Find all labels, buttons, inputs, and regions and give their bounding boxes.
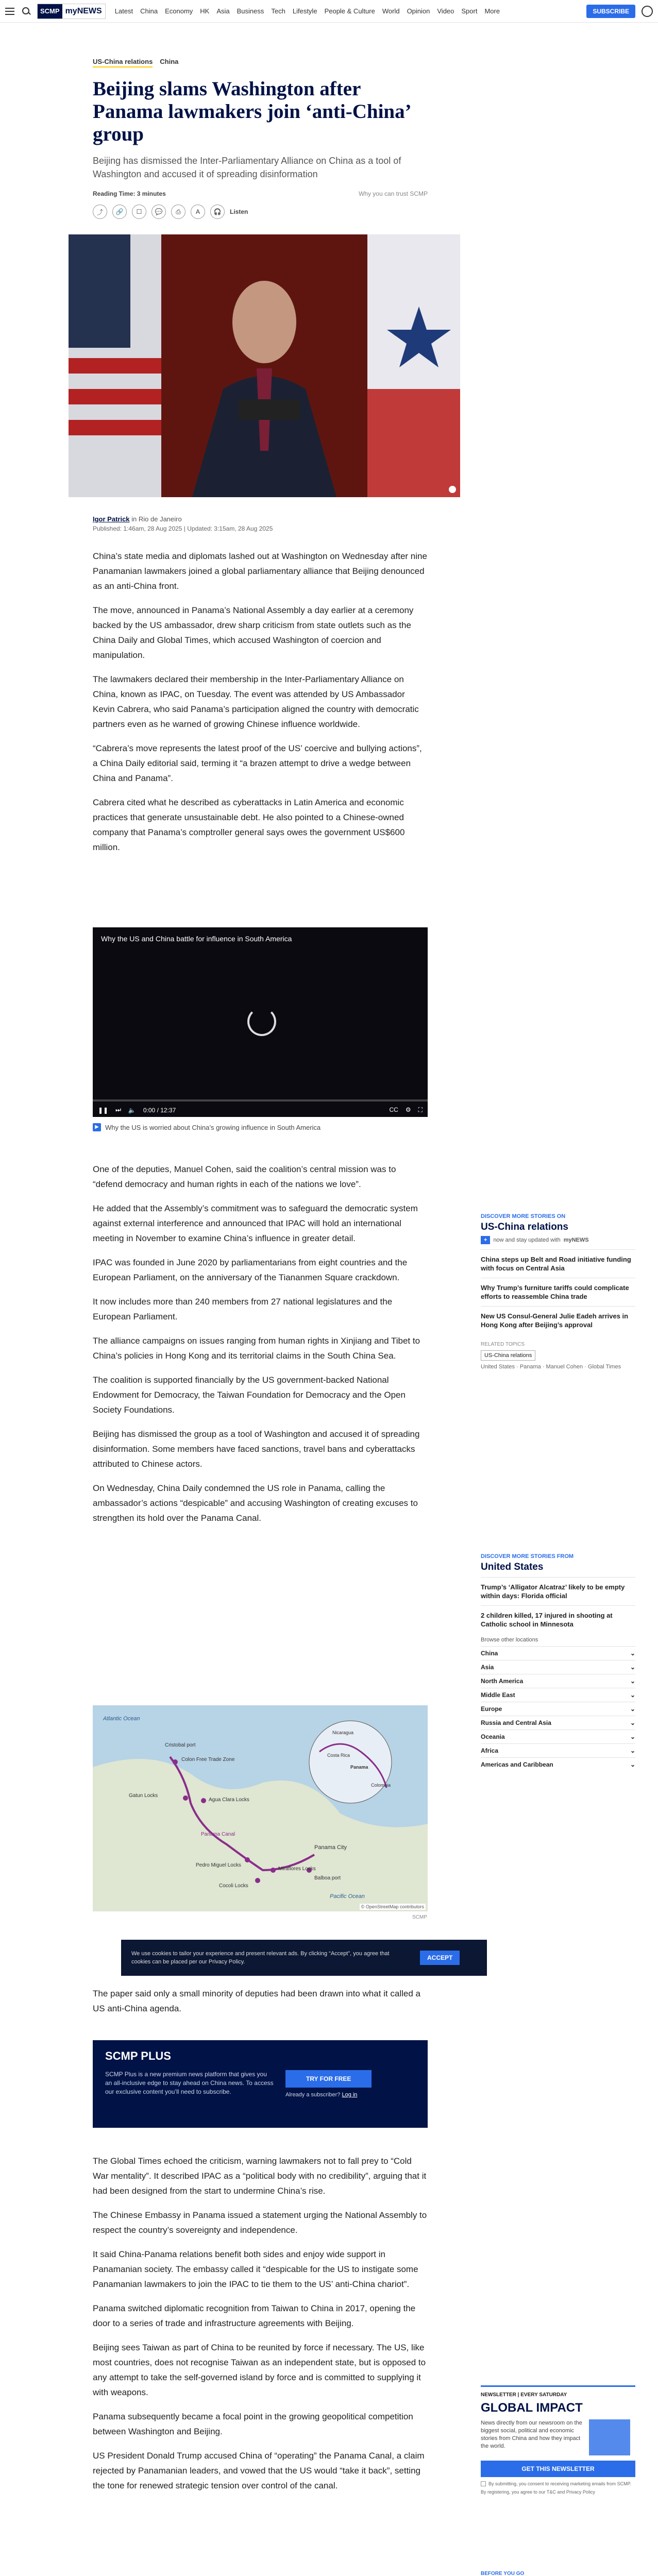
newsletter-globe-icon (589, 2419, 630, 2455)
already-subscriber: Already a subscriber? (285, 2092, 341, 2098)
logo-scmp: SCMP (38, 4, 62, 19)
plus-text: SCMP Plus is a new premium news platform that gives you an all-inclusive edge to stay ahead on China news. To access our exclusive content you’ll need to subscribe. (105, 2071, 274, 2095)
region-label: Middle East (481, 1691, 515, 1699)
subscribe-button[interactable]: SUBSCRIBE (586, 5, 635, 18)
map-label: Gatun Locks (129, 1793, 158, 1799)
user-icon[interactable] (642, 6, 653, 17)
regions-head: Browse other locations (481, 1637, 538, 1643)
nav-link[interactable]: Business (237, 7, 264, 15)
volume-icon[interactable]: 🔈 (128, 1106, 136, 1114)
share-bar (93, 205, 428, 219)
map-label: Colombia (371, 1783, 391, 1788)
paragraph: The lawmakers declared their membership in the Inter-Parliamentary Alliance on China, known as IPAC, on Tuesday. The event was attended by US Ambassador Kevin Cabrera, who said Panama’s participation aligned the country with democratic partners even as he warned of growing Chinese influence worldwide. (93, 674, 419, 729)
chevron-down-icon: ⌄ (630, 1719, 635, 1726)
map-label: Costa Rica (327, 1753, 350, 1758)
region-row[interactable] (481, 1688, 635, 1702)
region-label: Africa (481, 1747, 499, 1754)
nav-link[interactable]: China (140, 7, 158, 15)
map-label: Panama City (314, 1844, 347, 1851)
section-tag[interactable]: US-China relations (93, 58, 153, 67)
region-row[interactable] (481, 1674, 635, 1688)
top-nav (0, 0, 658, 23)
map-label: Nicaragua (332, 1730, 354, 1735)
nav-link[interactable]: Opinion (407, 7, 430, 15)
region-label: Asia (481, 1664, 494, 1671)
updated-date: Updated: 3:15am, 28 Aug 2025 (187, 525, 273, 532)
chevron-down-icon: ⌄ (630, 1733, 635, 1740)
follow-line: now and stay updated with (493, 1237, 561, 1243)
discover-head: DISCOVER MORE STORIES ON (481, 1213, 566, 1219)
video-player[interactable] (93, 927, 428, 1117)
region-row[interactable] (481, 1702, 635, 1716)
paragraph: Cabrera cited what he described as cyberattacks in Latin America and economic practices that generate unsustainable debt. He also pointed to a Chinese-owned company that Panama’s comptroller general says owes the government US$600 million. (93, 798, 405, 852)
region-label: Americas and Caribbean (481, 1761, 553, 1768)
paragraph: IPAC was founded in June 2020 by parliamentarians from eight countries and the European Parliament, on the anniversary of the Tiananmen Square crackdown. (93, 1258, 408, 1282)
link-icon[interactable]: 🔗 (112, 205, 127, 219)
newsletter-desc: News directly from our newsroom on the biggest social, political and economic stories from China and how they impact the world. (481, 2420, 582, 2449)
map-label: Panama Canal (201, 1832, 235, 1837)
map-label: Miraflores Locks (278, 1866, 316, 1872)
map-label: Cristobal port (165, 1742, 196, 1748)
region-row[interactable] (481, 1660, 635, 1674)
chevron-down-icon: ⌄ (630, 1691, 635, 1699)
location-head: DISCOVER MORE STORIES FROM (481, 1553, 574, 1560)
article-header (93, 58, 428, 219)
nav-link[interactable]: More (484, 7, 500, 15)
article-body-d (93, 2154, 428, 2502)
nav-link[interactable]: Sport (461, 7, 478, 15)
region-row[interactable] (481, 1730, 635, 1743)
paragraph: Panama switched diplomatic recognition from Taiwan to China in 2017, opening the door to a series of trade and infrastructure agreements with Beijing. (93, 2303, 416, 2328)
photo-info-icon[interactable] (449, 486, 456, 493)
skip-icon[interactable]: ⏭ (115, 1106, 121, 1113)
video-caption-text: Why the US is worried about China’s growing influence in South America (105, 1123, 321, 1131)
follow-button[interactable]: + (481, 1236, 490, 1244)
hero-photo-illustration (69, 234, 460, 497)
captions-icon[interactable]: CC (389, 1106, 398, 1113)
try-free-button[interactable]: TRY FOR FREE (285, 2070, 372, 2088)
standfirst: Beijing has dismissed the Inter-Parliamentary Alliance on China as a tool of Washington and accused it of spreading disinformation (93, 156, 401, 179)
paragraph: US President Donald Trump accused China of “operating” the Panama Canal, a claim rejected by Panamanian leaders, and vowed that the US would “take it back”, setting the tone for renewed strategic tension over control of the canal. (93, 2451, 425, 2490)
related-tag[interactable]: US-China relations (481, 1350, 535, 1361)
map-source: SCMP (412, 1914, 427, 1920)
article-body-c (93, 1986, 428, 2025)
chevron-down-icon: ⌄ (630, 1677, 635, 1685)
cookie-text: We use cookies to tailor your experience and present relevant ads. By clicking “Accept”, you agree that cookies can be placed per our Privacy Policy. (131, 1951, 390, 1965)
discover-item[interactable]: Why Trump’s furniture tariffs could complicate efforts to reassemble China trade (481, 1278, 635, 1306)
paragraph: The move, announced in Panama’s National Assembly a day earlier at a ceremony backed by the US ambassador, drew sharp criticism from state outlets such as the China Daily and Global Times, which accused Washington of coercion and manipulation. (93, 605, 414, 660)
discover-item[interactable]: New US Consul-General Julie Eadeh arrives in Hong Kong after Beijing’s approval (481, 1306, 635, 1334)
paragraph: It said China-Panama relations benefit both sides and enjoy wide support in Panamanian society. The embassy called it “despicable for the US to instigate some Panamanian lawmakers to join the IPAC to tie them to the US’ anti-China chariot”. (93, 2249, 418, 2289)
region-label: North America (481, 1677, 524, 1685)
why-trust-link[interactable]: Why you can trust SCMP (358, 190, 428, 197)
paragraph: The Global Times echoed the criticism, warning lawmakers not to fall prey to “Cold War mentality”. It described IPAC as a “political body with no credibility”, arguing that it had been designed from the start to undermine China’s rise. (93, 2156, 427, 2196)
chevron-down-icon: ⌄ (630, 1761, 635, 1768)
video-title: Why the US and China battle for influence in South America (101, 935, 292, 943)
newsletter-label: NEWSLETTER (481, 2392, 516, 2398)
region-row[interactable] (481, 1716, 635, 1730)
paragraph: The Chinese Embassy in Panama issued a statement urging the National Assembly to respect the country’s sovereignty and independence. (93, 2210, 427, 2235)
plus-brand: SCMP PLUS (105, 2049, 171, 2062)
nav-link[interactable]: Latest (114, 7, 133, 15)
bookmark-icon[interactable]: ☐ (132, 205, 146, 219)
discover-item[interactable]: China steps up Belt and Road initiative funding with focus on Central Asia (481, 1249, 635, 1278)
conversation-box (481, 2571, 635, 2576)
map-graphic (93, 1705, 428, 1911)
nav-links (115, 7, 500, 15)
related-head: RELATED TOPICS (481, 1342, 525, 1347)
location-item[interactable]: Trump’s ‘Alligator Alcatraz’ likely to be empty within days: Florida official (481, 1577, 635, 1605)
settings-icon[interactable]: ⚙ (405, 1106, 411, 1113)
pause-icon[interactable]: ❚❚ (98, 1106, 109, 1114)
share-icon[interactable]: ⤴ (93, 205, 107, 219)
discover-title[interactable]: US-China relations (481, 1222, 568, 1232)
listen-label[interactable]: Listen (230, 208, 248, 215)
region-row[interactable] (481, 1757, 635, 1771)
video-progress[interactable] (93, 1099, 428, 1101)
map-label: Colon Free Trade Zone (181, 1757, 235, 1762)
newsletter-freq: EVERY SATURDAY (520, 2392, 567, 2398)
login-link[interactable]: Log in (342, 2092, 358, 2098)
region-label: China (481, 1650, 498, 1657)
print-icon[interactable]: ⎙ (171, 205, 185, 219)
paragraph: “Cabrera’s move represents the latest proof of the US’ coercive and bullying actions”, a China Daily editorial said, terming it “a brazen attempt to drive a wedge between China and Panama”. (93, 743, 422, 783)
scmp-plus-ad (93, 2040, 428, 2128)
author-location: in Rio de Janeiro (131, 515, 182, 523)
discover-box (481, 1213, 635, 1370)
comment-icon[interactable]: 💬 (151, 205, 166, 219)
headline: Beijing slams Washington after Panama lawmakers join ‘anti-China’ group (93, 78, 410, 145)
nav-link[interactable]: HK (200, 7, 210, 15)
region-row[interactable] (481, 1743, 635, 1757)
map-label: Panama (350, 1765, 368, 1770)
location-title[interactable]: United States (481, 1562, 544, 1572)
nav-link[interactable]: Lifestyle (292, 7, 317, 15)
map-label: Atlantic Ocean (103, 1716, 140, 1722)
map-label: Balboa port (314, 1875, 341, 1881)
paragraph: It now includes more than 240 members from 27 national legislatures and the European Parliament. (93, 1297, 393, 1321)
newsletter-cta[interactable]: GET THIS NEWSLETTER (481, 2461, 635, 2477)
nav-link[interactable]: Tech (271, 7, 285, 15)
video-time: 0:00 / 12:37 (143, 1106, 176, 1114)
nav-link[interactable]: Asia (216, 7, 230, 15)
region-label: Europe (481, 1705, 502, 1713)
map-label: Pedro Miguel Locks (196, 1862, 241, 1868)
paragraph: The alliance campaigns on issues ranging from human rights in Xinjiang and Tibet to China’s policies in Hong Kong and its territorial claims in the South China Sea. (93, 1336, 420, 1361)
paragraph: One of the deputies, Manuel Cohen, said the coalition’s central mission was to “defend democracy and human rights in each of the nations we love”. (93, 1164, 396, 1189)
play-icon: ▶ (93, 1123, 101, 1131)
nav-link[interactable]: World (382, 7, 400, 15)
location-box (481, 1553, 635, 1771)
region-label: Oceania (481, 1733, 505, 1740)
map-credit: © OpenStreetMap contributors (360, 1904, 426, 1910)
related-more[interactable]: United States · Panama · Manuel Cohen · Global Times (481, 1364, 621, 1370)
newsletter-title: GLOBAL IMPACT (481, 2401, 583, 2415)
reading-time: Reading Time: 3 minutes (93, 190, 166, 197)
search-icon[interactable] (21, 6, 32, 17)
registered-text: By registering, you agree to our T&C and Privacy Policy (481, 2489, 595, 2495)
newsletter-box: NEWSLETTER | EVERY SATURDAY GLOBAL IMPACT News directly from our newsroom on the biggest social, political and economic stories from China and how they impact the world. GET THIS NEWSLETTER By submitting, you consent to receiving marketing emails from SCMP. By registering, you agree to our T&C and Privacy Policy (481, 2385, 635, 2495)
chevron-down-icon: ⌄ (630, 1705, 635, 1713)
chevron-down-icon: ⌄ (630, 1747, 635, 1754)
chevron-down-icon: ⌄ (630, 1664, 635, 1671)
map-label: Pacific Ocean (330, 1893, 365, 1900)
cookie-accept-button[interactable]: ACCEPT (420, 1951, 460, 1965)
author-name[interactable]: Igor Patrick (93, 515, 130, 523)
canal-map (93, 1705, 428, 1911)
paragraph: The paper said only a small minority of deputies had been drawn into what it called a US anti-China agenda. (93, 1989, 420, 2013)
map-label: Cocoli Locks (219, 1883, 248, 1889)
article-body-b (93, 1162, 428, 1535)
byline: Igor Patrick in Rio de Janeiro Published: 1:46am, 28 Aug 2025 | Updated: 3:15am, 28 Aug 2025 (93, 515, 273, 532)
paragraph: On Wednesday, China Daily condemned the US role in Panama, calling the ambassador’s actions “despicable” and accusing Washington of creating excuses to strengthen its hold over the Panama Canal. (93, 1483, 418, 1523)
consent-checkbox[interactable] (481, 2481, 486, 2486)
published-date: Published: 1:46am, 28 Aug 2025 (93, 525, 182, 532)
paragraph: He added that the Assembly’s commitment was to safeguard the democratic system against external interference and announced that IPAC will hold an international meeting in November to examine China’s influence in greater detail. (93, 1204, 418, 1243)
paragraph: China’s state media and diplomats lashed out at Washington on Wednesday after nine Panamanian lawmakers joined a global parliamentary alliance that Beijing denounced as an anti-China front. (93, 551, 427, 591)
headphones-icon[interactable]: 🎧 (210, 205, 225, 219)
region-label: Russia and Central Asia (481, 1719, 551, 1726)
region-row[interactable] (481, 1646, 635, 1660)
paragraph: Beijing sees Taiwan as part of China to be reunited by force if necessary. The US, like most countries, does not recognise Taiwan as an independent state, but is opposed to any attempt to take the self-governed island by force and is committed to supplying it with weapons. (93, 2343, 426, 2397)
nav-link[interactable]: Video (437, 7, 454, 15)
location-item[interactable]: 2 children killed, 17 injured in shooting at Catholic school in Minnesota (481, 1605, 635, 1634)
video-caption (93, 1123, 428, 1131)
site-logo[interactable] (37, 4, 106, 19)
article-body-a (93, 549, 428, 864)
before-you-go: BEFORE YOU GO (481, 2571, 525, 2576)
fullscreen-icon[interactable]: ⛶ (418, 1106, 423, 1113)
mynews-label: myNEWS (563, 1237, 589, 1243)
paragraph: Beijing has dismissed the group as a tool of Washington and accused it of spreading disinformation. Some members have faced sanctions, travel bans and cyberattacks attributed to Chinese actors. (93, 1429, 420, 1469)
menu-icon[interactable] (5, 6, 16, 17)
nav-link[interactable]: Economy (165, 7, 193, 15)
font-size-icon[interactable]: A (191, 205, 205, 219)
hero-image (69, 234, 460, 497)
topic-tag[interactable]: China (160, 58, 179, 65)
paragraph: Panama subsequently became a focal point in the growing geopolitical competition between Washington and Beijing. (93, 2412, 413, 2436)
paragraph: The coalition is supported financially by the US government-backed National Endowment for Democracy, the Taiwan Foundation for Democracy and the Open Society Foundations. (93, 1375, 406, 1415)
logo-mynews: myNEWS (65, 6, 102, 15)
nav-link[interactable]: People & Culture (324, 7, 375, 15)
chevron-down-icon: ⌄ (630, 1650, 635, 1657)
cookie-banner (121, 1940, 487, 1976)
map-label: Agua Clara Locks (209, 1797, 249, 1803)
loading-spinner-icon (247, 1007, 276, 1036)
consent-text: By submitting, you consent to receiving marketing emails from SCMP. (488, 2481, 631, 2486)
